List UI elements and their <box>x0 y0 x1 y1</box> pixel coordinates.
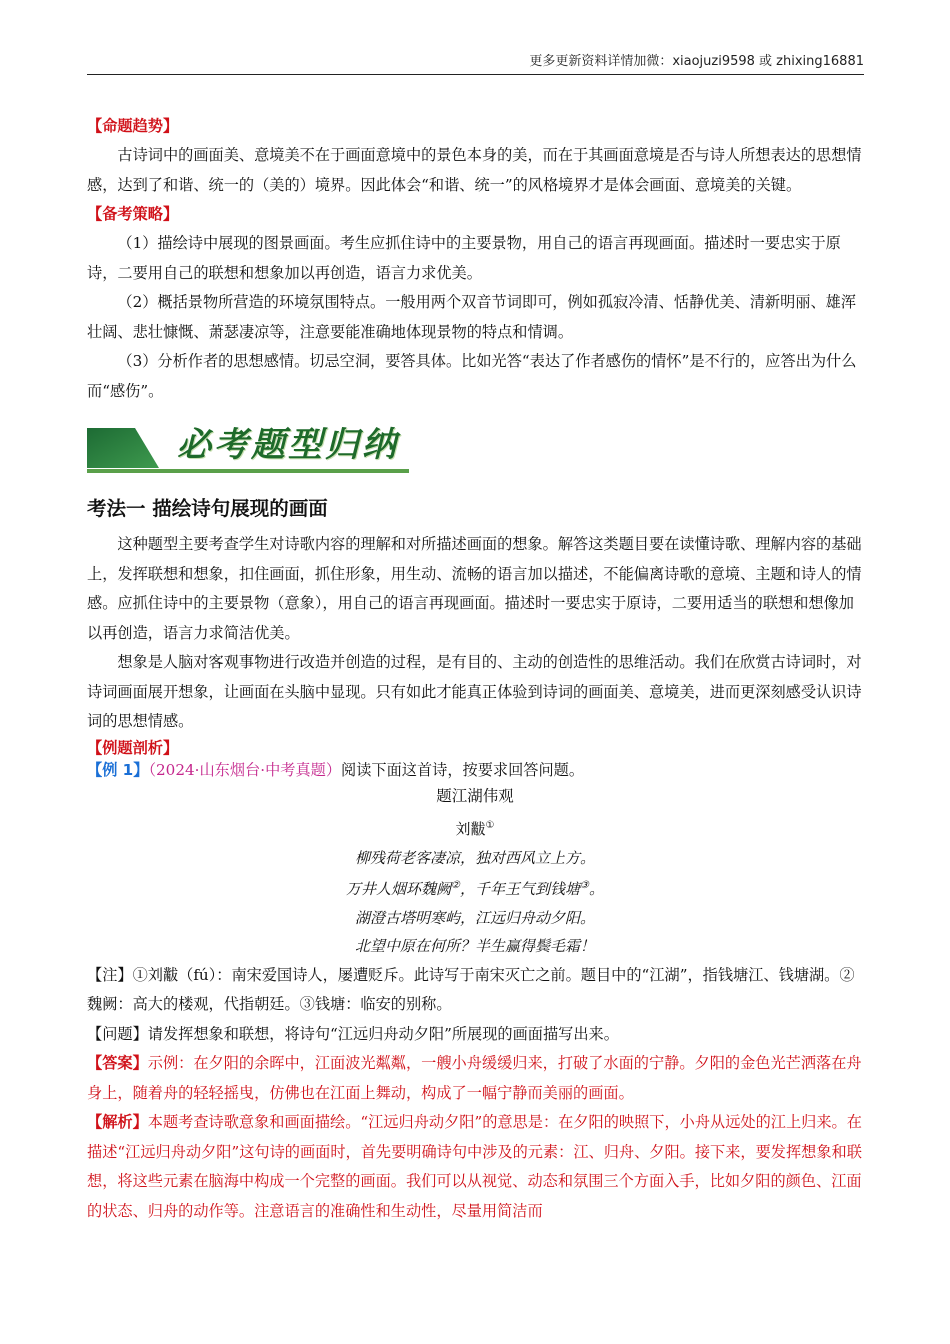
answer-tag: 【答案】 <box>87 1054 148 1072</box>
banner-green-block <box>87 428 159 468</box>
method-paragraph-1: 这种题型主要考查学生对诗歌内容的理解和对所描述画面的想象。解答这类题目要在读懂诗歌、理解内容的基础上，发挥联想和想象，扣住画面，抓住形象，用生动、流畅的语言加以描述，不能偏离诗歌的意境、主题和诗人的情感。应抓住诗中的主要景物（意象），用自己的语言再现画面。描述时一要忠实于原诗，二要用适当的联想和想像加以再创造，语言力求简洁优美。 <box>87 535 862 642</box>
answer <box>87 1049 863 1108</box>
poem-block <box>87 781 863 961</box>
header-text: 更多更新资料详情加微：xiaojuzi9598 或 zhixing16881 <box>529 54 864 69</box>
page-content <box>87 112 863 1226</box>
poem-line-2-a: 万井人烟环魏阙 <box>346 880 452 898</box>
method-paragraph-2: 想象是人脑对客观事物进行改造并创造的过程，是有目的、主动的创造性的思维活动。我们在欣赏古诗词时，对诗词画面展开想象，让画面在头脑中显现。只有如此才能真正体验到诗词的画面美、意境美，进而更深刻感受认识诗词的思想情感。 <box>87 653 862 730</box>
banner-title: 必考题型归纳 <box>177 425 399 465</box>
trend-paragraph: 古诗词中的画面美、意境美不在于画面意境中的景色本身的美，而在于其画面意境是否与诗人所想表达的思想情感，达到了和谐、统一的（美的）境界。因此体会“和谐、统一”的风格境界才是体会画面、意境美的关键。 <box>87 146 862 194</box>
strategy-item-3: （3）分析作者的思想感情。切忌空洞，要答具体。比如光答“表达了作者感伤的情怀”是不行的，应答出为什么而“感伤”。 <box>87 352 857 400</box>
example-prompt: 阅读下面这首诗，按要求回答问题。 <box>341 760 585 779</box>
strategy-item-2: （2）概括景物所营造的环境氛围特点。一般用两个双音节词即可，例如孤寂冷清、恬静优美、清新明丽、雄浑壮阔、悲壮慷慨、萧瑟凄凉等，注意要能准确地体现景物的特点和情调。 <box>87 293 857 341</box>
explanation-text: 本题考查诗歌意象和画面描绘。“江远归舟动夕阳”的意思是：在夕阳的映照下，小舟从远处的江上归来。在描述“江远归舟动夕阳”这句诗的画面时，首先要明确诗句中涉及的元素：江、归舟、夕阳。接下来，要发挥想象和联想，将这些元素在脑海中构成一个完整的画面。我们可以从视觉、动态和氛围三个方面入手，比如夕阳的颜色、江面的状态、归舟的动作等。注意语言的准确性和生动性，尽量用简洁而 <box>87 1113 862 1220</box>
question-tag: 【问题】 <box>87 1024 148 1043</box>
explanation-tag: 【解析】 <box>87 1113 148 1131</box>
strategy-item-1: （1）描绘诗中展现的图景画面。考生应抓住诗中的主要景物，用自己的语言再现画面。描述时一要忠实于原诗，二要用自己的联想和想象加以再创造，语言力求优美。 <box>87 234 841 282</box>
trend-tag: 【命题趋势】 <box>87 117 179 135</box>
question-text: 请发挥想象和联想，将诗句“江远归舟动夕阳”所展现的画面描写出来。 <box>147 1024 619 1043</box>
poem-line-2-b: ，千年王气到钱塘 <box>459 880 580 898</box>
example-label: 【例 1】 <box>87 760 149 779</box>
answer-text: 示例：在夕阳的余晖中，江面波光粼粼，一艘小舟缓缓归来，打破了水面的宁静。夕阳的金色光芒洒落在舟身上，随着舟的轻轻摇曳，仿佛也在江面上舞动，构成了一幅宁静而美丽的画面。 <box>87 1054 862 1102</box>
example-analysis-tag: 【例题剖析】 <box>87 738 179 757</box>
page-header <box>87 52 864 75</box>
poem-line-4: 北望中原在何所？半生赢得鬓毛霜！ <box>354 937 595 955</box>
poem-footnote-2: ② <box>451 880 460 891</box>
poem-line-1: 柳残荷老客凄凉，独对西风立上方。 <box>354 848 595 867</box>
poem-author <box>87 811 863 844</box>
question <box>87 1020 863 1050</box>
poem-line-2 <box>87 872 863 904</box>
poem-author-footnote: ① <box>485 819 495 831</box>
poem-notes: 【注】①刘黻（fú）：南宋爱国诗人，屡遭贬斥。此诗写于南宋灭亡之前。题目中的“江湖”，指钱塘江、钱塘湖。②魏阙：高大的楼观，代指朝廷。③钱塘：临安的别称。 <box>87 965 855 1013</box>
poem-line-3: 湖澄古塔明寒屿，江远归舟动夕阳。 <box>354 908 595 927</box>
poem-author-name: 刘黻 <box>455 819 486 838</box>
poem-line-2-c: 。 <box>588 880 604 898</box>
method-title: 考法一 描绘诗句展现的画面 <box>87 497 328 520</box>
banner-underline <box>87 469 409 473</box>
example-source: （2024·山东烟台·中考真题） <box>148 760 342 779</box>
section-banner <box>87 420 863 480</box>
example-header <box>87 759 863 781</box>
poem-title: 题江湖伟观 <box>436 786 514 805</box>
poem-footnote-3: ③ <box>580 880 589 891</box>
strategy-tag: 【备考策略】 <box>87 205 179 223</box>
explanation <box>87 1108 863 1226</box>
